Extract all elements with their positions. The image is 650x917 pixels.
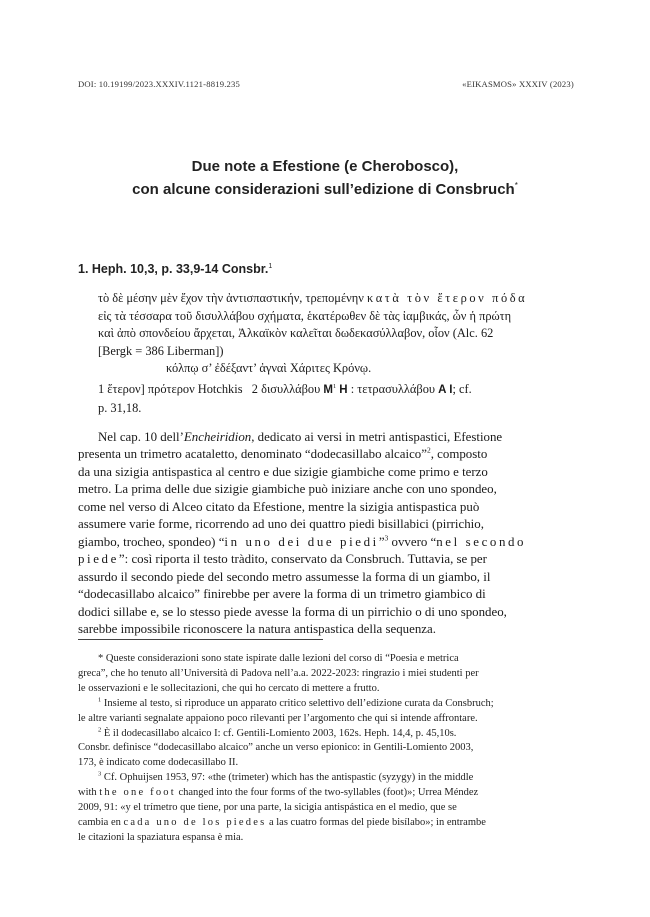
manuscript-siglum-m-sup: 1 xyxy=(332,382,337,390)
quote-line-4: [Bergk = 386 Liberman]) xyxy=(98,343,224,358)
footnote-star-line: le osservazioni e le sollecitazioni, che qui ho cercato di mettere a frutto. xyxy=(78,682,380,694)
body-text: , dedicato ai versi in metri antispastici, Efestione xyxy=(251,430,503,444)
spaced-quote: nel secondo xyxy=(436,534,527,549)
apparatus-text-2: : τετρασυλλάβου xyxy=(350,382,436,396)
spaced-quote: cada uno de los piedes xyxy=(123,816,267,828)
body-line: sarebbe impossibile riconoscere la natura antispastica della sequenza. xyxy=(78,621,436,636)
footnote-text: È il dodecasillabo alcaico I: cf. Gentili-Lomiento 2003, 162s. Heph. 14,4, p. 45,10s. xyxy=(101,727,457,739)
footnotes xyxy=(78,652,576,846)
quote-line-1a: τὸ δὲ μέσην μὲν ἔχον τὴν ἀντισπαστικήν, τρεπομένην xyxy=(98,291,364,305)
body-line: da una sizigia antispastica al centro e due sizigie giambiche come primo e terzo xyxy=(78,464,488,479)
body-line: assurdo il secondo piede del secondo metro assumesse la forma di un giambo, il xyxy=(78,569,491,584)
footnote-marker-3[interactable]: 3 xyxy=(384,533,389,543)
body-text: ” xyxy=(378,534,385,549)
footnote-text: a las cuatro formas del piede bisílabo»; in entrambe xyxy=(266,816,486,828)
manuscript-siglum-a-i: A I xyxy=(438,384,453,396)
critical-apparatus xyxy=(98,381,576,417)
body-line xyxy=(78,446,576,463)
quote-verse: κόλπῳ σ’ ἐδέξαντ’ ἀγναὶ Χάριτες Κρόνῳ. xyxy=(166,361,372,376)
section-heading-text: 1. Heph. 10,3, p. 33,9-14 Consbr. xyxy=(78,262,269,276)
footnote-1-line: le altre varianti segnalate appaiono poco rilevanti per l’argomento che qui si intende affrontare. xyxy=(78,712,478,724)
spaced-quote: in uno dei due piedi xyxy=(224,534,379,549)
body-line: assumere varie forme, ricorrendo ad uno dei quattro piedi bisillabici (pirrichio, xyxy=(78,517,484,532)
footnote-1-line xyxy=(78,697,576,712)
quote-line-1-spaced: κατὰ τὸν ἕτερον πόδα xyxy=(366,291,528,305)
footnote-star-line: greca”, che ho tenuto all’Università di Padova nell’a.a. 2022-2023: ringrazio i miei studenti per xyxy=(78,667,479,679)
footnote-text: with xyxy=(78,787,100,799)
apparatus-line-1 xyxy=(98,381,576,400)
quote-line-1 xyxy=(98,290,576,308)
body-line: “dodecasillabo alcaico” finirebbe per avere la forma di un trimetro giambico di xyxy=(78,587,486,602)
quote-line-2: εἰς τὰ τέσσαρα τοῦ δισυλλάβου σχήματα, ἑκατέρωθεν δὲ τὰς ἰαμβικάς, ὧν ἡ πρώτη xyxy=(98,308,512,323)
footnote-star-line: * Queste considerazioni sono state ispirate dalle lezioni del corso di “Poesia e metrica xyxy=(98,653,459,664)
title-footnote-marker[interactable]: * xyxy=(514,181,518,190)
footnote-2-line xyxy=(78,727,576,742)
footnote-text: Insieme al testo, si riproduce un apparato critico selettivo dell’edizione curata da Consbruch; xyxy=(101,697,494,709)
apparatus-text-1: 1 ἕτερον] πρότερον Hotchkis 2 δισυλλάβου xyxy=(98,382,321,396)
footnote-3-line: 2009, 91: «y el trímetro que tiene, por una parte, la sicigia antispástica en el medio, que se xyxy=(78,802,457,814)
running-header xyxy=(78,79,574,89)
body-text: , composto xyxy=(430,447,488,462)
footnote-3-line: le citazioni la spaziatura espansa è mia. xyxy=(78,831,244,843)
doi-text: DOI: 10.19199/2023.XXXIV.1121-8819.235 xyxy=(78,79,241,89)
footnote-text: changed into the four forms of the two-syllables (foot)»; Urrea Méndez xyxy=(175,787,479,799)
footnote-3-number: 3 xyxy=(98,770,102,778)
title-line-1: Due note a Efestione (e Cherobosco), xyxy=(191,158,459,175)
footnote-3-line xyxy=(78,786,576,801)
body-line: come nel verso di Alceo citato da Efestione, mentre la sizigia antispastica può xyxy=(78,499,480,514)
body-text: ovvero “ xyxy=(388,534,437,549)
body-text: Nel cap. 10 dell’ xyxy=(98,430,184,444)
apparatus-text-3: ; cf. xyxy=(452,382,472,396)
work-title: Encheiridion xyxy=(183,430,252,444)
body-line xyxy=(78,534,576,551)
section-footnote-marker[interactable]: 1 xyxy=(268,262,273,270)
title-line-2-text: con alcune considerazioni sull’edizione di Consbruch xyxy=(132,181,515,198)
body-text: ”: così riporta il testo tràdito, conservato da Consbruch. Tuttavia, se per xyxy=(118,552,487,567)
body-line: dodici sillabe e, se lo stesso piede avesse la forma di un pirrichio o di uno spondeo, xyxy=(78,604,507,619)
body-paragraph xyxy=(78,429,576,638)
article-title xyxy=(60,157,590,199)
footnote-2-number: 2 xyxy=(98,726,102,734)
footnote-1-number: 1 xyxy=(98,696,102,704)
spaced-quote: the one foot xyxy=(99,787,176,799)
quote-line-3: καὶ ἀπὸ σπονδείου ἄρχεται, Ἀλκαϊκὸν καλεῖται δωδεκασύλλαβον, οἷον (Alc. 62 xyxy=(98,326,494,341)
apparatus-line-2: p. 31,18. xyxy=(98,400,142,415)
manuscript-siglum-h: H xyxy=(339,384,348,396)
section-heading xyxy=(78,262,272,276)
footnote-text: Cf. Ophuijsen 1953, 97: «the (trimeter) which has the antispastic (syzygy) in the middle xyxy=(101,772,474,784)
manuscript-siglum-m: M xyxy=(323,384,333,396)
footnote-marker-2[interactable]: 2 xyxy=(426,446,431,456)
footnote-3-line xyxy=(78,816,576,831)
greek-quotation xyxy=(98,290,576,378)
footnote-2-line: Consbr. definisce “dodecasillabo alcaico” anche un verso epionico: in Gentili-Lomiento 2003, xyxy=(78,742,474,754)
spaced-quote: piede xyxy=(78,552,119,567)
footnote-divider xyxy=(78,639,323,640)
journal-info: «EIKASMOS» XXXIV (2023) xyxy=(462,79,574,89)
body-text: giambo, trocheo, spondeo) “ xyxy=(78,534,225,549)
body-line xyxy=(78,551,576,568)
footnote-3-line xyxy=(78,771,576,786)
body-line xyxy=(78,429,576,446)
body-text: presenta un trimetro acataletto, denominato “dodecasillabo alcaico” xyxy=(78,447,427,462)
footnote-2-line: 173, è indicato come dodecasillabo II. xyxy=(78,757,239,769)
footnote-text: cambia en xyxy=(78,816,124,828)
body-line: metro. La prima delle due sizigie giambiche può iniziare anche con uno spondeo, xyxy=(78,482,497,497)
title-line-2 xyxy=(60,176,590,199)
